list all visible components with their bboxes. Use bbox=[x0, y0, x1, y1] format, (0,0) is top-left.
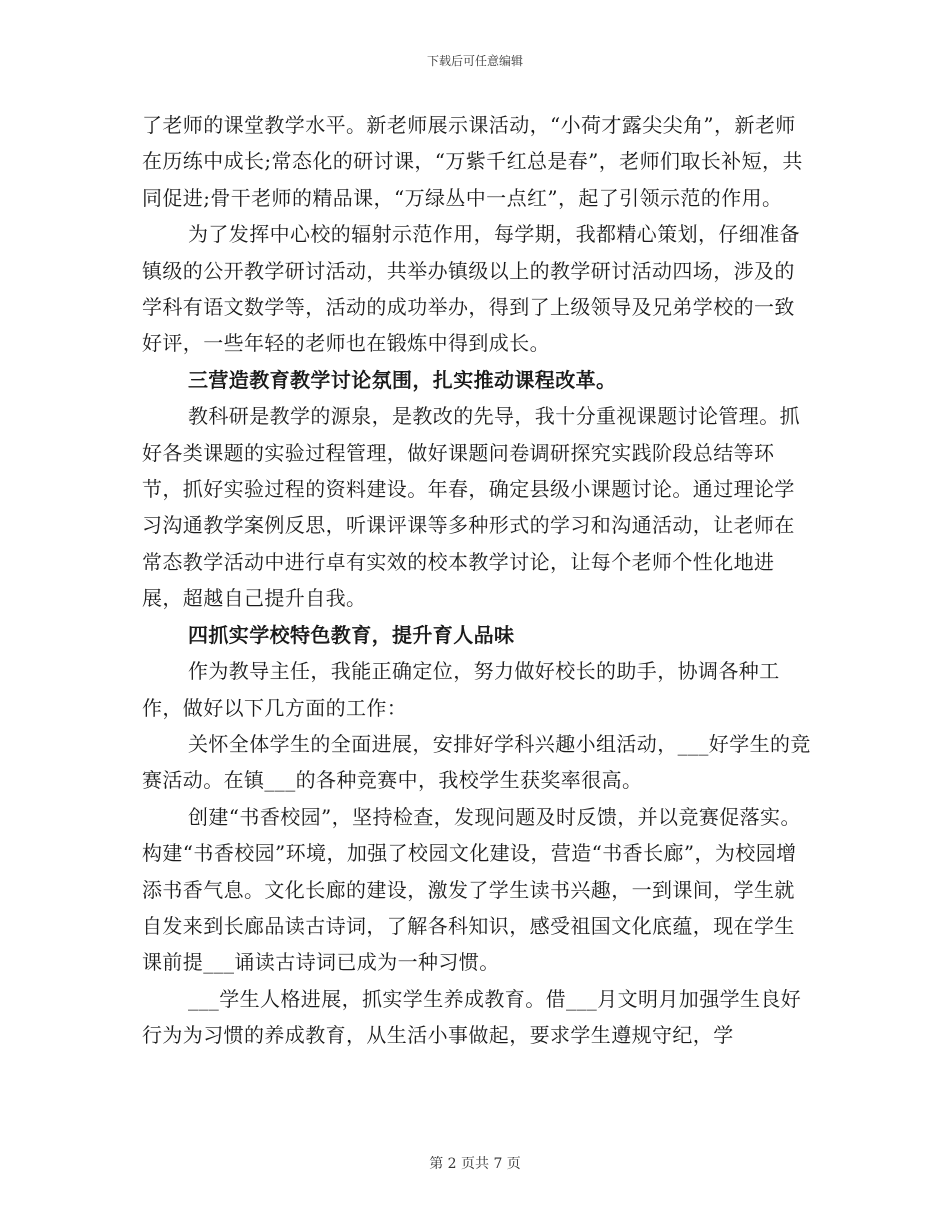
page-footer: 第 2 页共 7 页 bbox=[429, 1156, 521, 1172]
paragraph: 为了发挥中心校的辐射示范作用，每学期，我都精心策划，仔细准备镇级的公开教学研讨活动，共举办镇级以上的教学研讨活动四场，涉及的学科有语文数学等，活动的成功举办，得到了上级领导及兄弟学校的一致好评，一些年轻的老师也在锻炼中得到成长。 bbox=[142, 222, 800, 356]
document-body bbox=[142, 107, 814, 1054]
section-heading-3: 三营造教育教学讨论氛围，扎实推动课程改革。 bbox=[188, 367, 617, 392]
paragraph: 教科研是教学的源泉，是教改的先导，我十分重视课题讨论管理。抓好各类课题的实验过程管理，做好课题问卷调研探究实践阶段总结等环节，抓好实验过程的资料建设。年春，确定县级小课题讨论。通过理论学习沟通教学案例反思，听课评课等多种形式的学习和沟通活动，让老师在常态教学活动中进行卓有实效的校本教学讨论，让每个老师个性化地进展，超越自己提升自我。 bbox=[142, 404, 800, 611]
page-header: 下载后可任意编辑 bbox=[426, 54, 523, 68]
paragraph-continuation: 了老师的课堂教学水平。新老师展示课活动，“小荷才露尖尖角”，新老师在历练中成长;常态化的研讨课，“万紫千红总是春”，老师们取长补短，共同促进;骨干老师的精品课，“万绿丛中一点红”，起了引领示范的作用。 bbox=[142, 113, 803, 210]
section-heading-4: 四抓实学校特色教育，提升育人品味 bbox=[188, 622, 515, 647]
paragraph: 关怀全体学生的全面进展，安排好学科兴趣小组活动，___好学生的竞赛活动。在镇___的各种竞赛中，我校学生获奖率很高。 bbox=[142, 731, 811, 793]
paragraph: 创建“书香校园”，坚持检查，发现问题及时反馈，并以竞赛促落实。构建“书香校园”环境，加强了校园文化建设，营造“书香长廊”，为校园增添书香气息。文化长廊的建设，激发了学生读书兴趣，一到课间，学生就自发来到长廊品读古诗词，了解各科知识，感受祖国文化底蕴，现在学生课前提___诵读古诗词已成为一种习惯。 bbox=[142, 804, 801, 975]
paragraph: 作为教导主任，我能正确定位，努力做好校长的助手，协调各种工作，做好以下几方面的工作： bbox=[142, 659, 780, 720]
paragraph: ___学生人格进展，抓实学生养成教育。借___月文明月加强学生良好行为为习惯的养成教育，从生活小事做起，要求学生遵规守纪，学 bbox=[142, 986, 802, 1048]
